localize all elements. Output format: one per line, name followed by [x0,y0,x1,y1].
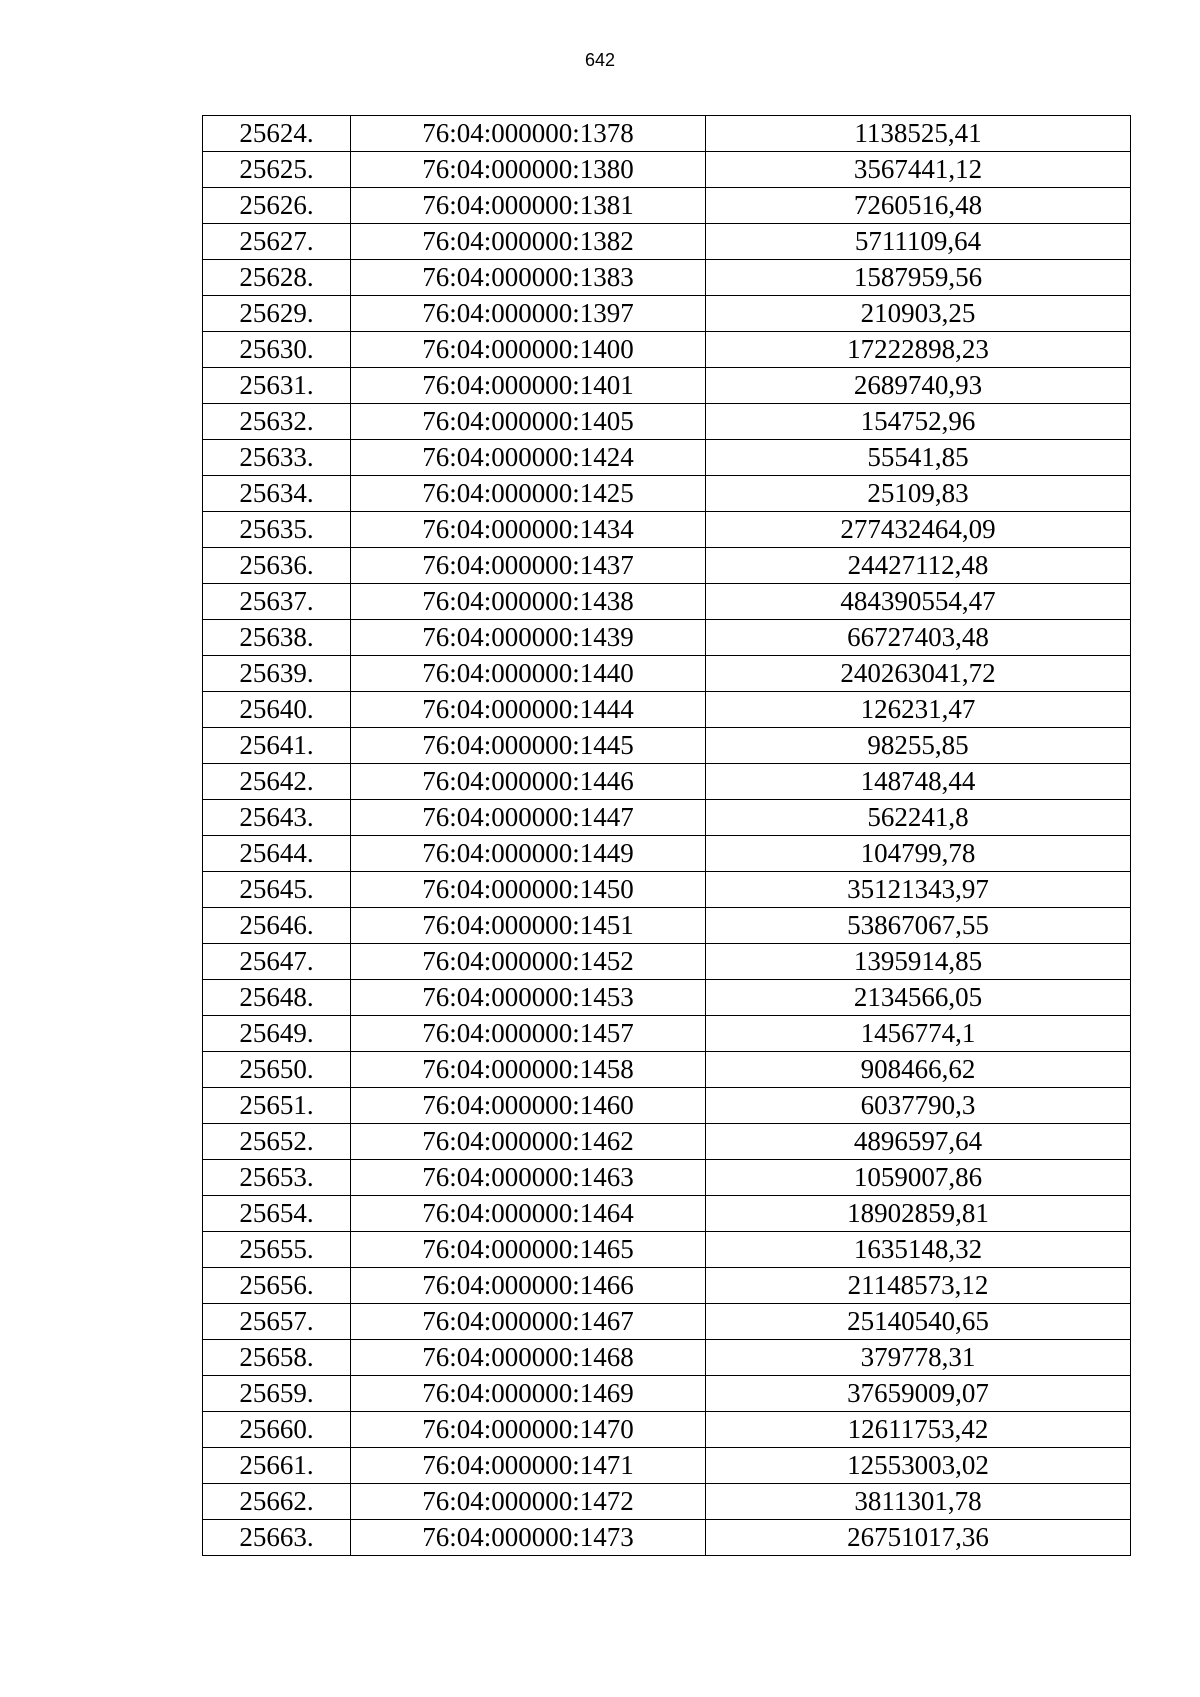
table-row [203,1340,1131,1376]
cadastral-value-cell: 17222898,23 [706,332,1131,368]
table-row [203,584,1131,620]
row-number-cell: 25649. [203,1016,351,1052]
row-number-cell: 25644. [203,836,351,872]
table-row [203,1268,1131,1304]
table-row [203,980,1131,1016]
cadastral-value-cell: 12553003,02 [706,1448,1131,1484]
row-number-cell: 25662. [203,1484,351,1520]
cadastral-number-cell: 76:04:000000:1437 [351,548,706,584]
row-number-cell: 25656. [203,1268,351,1304]
row-number-cell: 25631. [203,368,351,404]
row-number-cell: 25641. [203,728,351,764]
cadastral-number-cell: 76:04:000000:1465 [351,1232,706,1268]
row-number-cell: 25654. [203,1196,351,1232]
cadastral-value-cell: 562241,8 [706,800,1131,836]
row-number-cell: 25655. [203,1232,351,1268]
row-number-cell: 25660. [203,1412,351,1448]
cadastral-value-cell: 6037790,3 [706,1088,1131,1124]
cadastral-number-cell: 76:04:000000:1447 [351,800,706,836]
cadastral-number-cell: 76:04:000000:1438 [351,584,706,620]
row-number-cell: 25625. [203,152,351,188]
cadastral-value-cell: 25109,83 [706,476,1131,512]
cadastral-number-cell: 76:04:000000:1450 [351,872,706,908]
table-body [203,116,1131,1556]
cadastral-value-cell: 53867067,55 [706,908,1131,944]
cadastral-number-cell: 76:04:000000:1382 [351,224,706,260]
cadastral-number-cell: 76:04:000000:1440 [351,656,706,692]
table-row [203,656,1131,692]
cadastral-number-cell: 76:04:000000:1470 [351,1412,706,1448]
cadastral-number-cell: 76:04:000000:1458 [351,1052,706,1088]
cadastral-number-cell: 76:04:000000:1472 [351,1484,706,1520]
row-number-cell: 25648. [203,980,351,1016]
cadastral-number-cell: 76:04:000000:1434 [351,512,706,548]
table-row [203,1412,1131,1448]
table-row [203,404,1131,440]
cadastral-value-cell: 277432464,09 [706,512,1131,548]
row-number-cell: 25658. [203,1340,351,1376]
cadastral-number-cell: 76:04:000000:1457 [351,1016,706,1052]
row-number-cell: 25635. [203,512,351,548]
table-row [203,1304,1131,1340]
row-number-cell: 25650. [203,1052,351,1088]
row-number-cell: 25626. [203,188,351,224]
cadastral-value-cell: 25140540,65 [706,1304,1131,1340]
table-row [203,1124,1131,1160]
cadastral-value-cell: 1456774,1 [706,1016,1131,1052]
cadastral-value-cell: 154752,96 [706,404,1131,440]
cadastral-value-cell: 24427112,48 [706,548,1131,584]
cadastral-value-table [202,115,1131,1556]
table-row [203,1160,1131,1196]
cadastral-number-cell: 76:04:000000:1381 [351,188,706,224]
table-row [203,1484,1131,1520]
cadastral-value-cell: 37659009,07 [706,1376,1131,1412]
row-number-cell: 25646. [203,908,351,944]
row-number-cell: 25657. [203,1304,351,1340]
cadastral-number-cell: 76:04:000000:1405 [351,404,706,440]
cadastral-number-cell: 76:04:000000:1452 [351,944,706,980]
row-number-cell: 25638. [203,620,351,656]
cadastral-number-cell: 76:04:000000:1463 [351,1160,706,1196]
cadastral-value-cell: 1138525,41 [706,116,1131,152]
row-number-cell: 25630. [203,332,351,368]
table-row [203,260,1131,296]
cadastral-number-cell: 76:04:000000:1383 [351,260,706,296]
cadastral-number-cell: 76:04:000000:1378 [351,116,706,152]
row-number-cell: 25636. [203,548,351,584]
cadastral-value-cell: 1395914,85 [706,944,1131,980]
row-number-cell: 25633. [203,440,351,476]
row-number-cell: 25627. [203,224,351,260]
cadastral-number-cell: 76:04:000000:1460 [351,1088,706,1124]
row-number-cell: 25642. [203,764,351,800]
cadastral-value-cell: 3567441,12 [706,152,1131,188]
cadastral-number-cell: 76:04:000000:1462 [351,1124,706,1160]
cadastral-value-cell: 126231,47 [706,692,1131,728]
cadastral-number-cell: 76:04:000000:1451 [351,908,706,944]
cadastral-number-cell: 76:04:000000:1471 [351,1448,706,1484]
cadastral-value-cell: 3811301,78 [706,1484,1131,1520]
page-number: 642 [584,50,616,70]
cadastral-value-cell: 104799,78 [706,836,1131,872]
row-number-cell: 25640. [203,692,351,728]
table-row [203,1016,1131,1052]
row-number-cell: 25624. [203,116,351,152]
table-row [203,224,1131,260]
cadastral-value-cell: 18902859,81 [706,1196,1131,1232]
cadastral-value-cell: 2134566,05 [706,980,1131,1016]
cadastral-value-cell: 1587959,56 [706,260,1131,296]
table-row [203,296,1131,332]
cadastral-value-cell: 66727403,48 [706,620,1131,656]
table-row [203,764,1131,800]
cadastral-number-cell: 76:04:000000:1424 [351,440,706,476]
table-row [203,872,1131,908]
cadastral-number-cell: 76:04:000000:1401 [351,368,706,404]
cadastral-value-cell: 210903,25 [706,296,1131,332]
cadastral-number-cell: 76:04:000000:1397 [351,296,706,332]
cadastral-value-cell: 4896597,64 [706,1124,1131,1160]
cadastral-number-cell: 76:04:000000:1469 [351,1376,706,1412]
cadastral-value-cell: 35121343,97 [706,872,1131,908]
cadastral-value-cell: 1059007,86 [706,1160,1131,1196]
table-row [203,728,1131,764]
cadastral-number-cell: 76:04:000000:1425 [351,476,706,512]
cadastral-number-cell: 76:04:000000:1400 [351,332,706,368]
row-number-cell: 25639. [203,656,351,692]
row-number-cell: 25647. [203,944,351,980]
row-number-cell: 25628. [203,260,351,296]
row-number-cell: 25629. [203,296,351,332]
table-row [203,332,1131,368]
cadastral-value-cell: 12611753,42 [706,1412,1131,1448]
cadastral-value-cell: 21148573,12 [706,1268,1131,1304]
row-number-cell: 25645. [203,872,351,908]
cadastral-number-cell: 76:04:000000:1464 [351,1196,706,1232]
row-number-cell: 25661. [203,1448,351,1484]
table-row [203,440,1131,476]
table-row [203,1376,1131,1412]
table-row [203,620,1131,656]
table-row [203,1232,1131,1268]
table-row [203,548,1131,584]
table-row [203,836,1131,872]
row-number-cell: 25659. [203,1376,351,1412]
cadastral-value-cell: 908466,62 [706,1052,1131,1088]
cadastral-value-cell: 7260516,48 [706,188,1131,224]
cadastral-number-cell: 76:04:000000:1468 [351,1340,706,1376]
cadastral-value-cell: 26751017,36 [706,1520,1131,1556]
cadastral-number-cell: 76:04:000000:1466 [351,1268,706,1304]
table-row [203,908,1131,944]
cadastral-number-cell: 76:04:000000:1446 [351,764,706,800]
table-row [203,1196,1131,1232]
table-row [203,1520,1131,1556]
table-row [203,692,1131,728]
cadastral-number-cell: 76:04:000000:1449 [351,836,706,872]
cadastral-number-cell: 76:04:000000:1445 [351,728,706,764]
row-number-cell: 25634. [203,476,351,512]
row-number-cell: 25643. [203,800,351,836]
cadastral-value-cell: 55541,85 [706,440,1131,476]
table-row [203,476,1131,512]
cadastral-value-cell: 98255,85 [706,728,1131,764]
table-row [203,1448,1131,1484]
table-row [203,512,1131,548]
table-row [203,116,1131,152]
row-number-cell: 25652. [203,1124,351,1160]
row-number-cell: 25637. [203,584,351,620]
row-number-cell: 25632. [203,404,351,440]
cadastral-value-cell: 148748,44 [706,764,1131,800]
cadastral-value-cell: 379778,31 [706,1340,1131,1376]
cadastral-number-cell: 76:04:000000:1467 [351,1304,706,1340]
table-row [203,944,1131,980]
table-row [203,1052,1131,1088]
row-number-cell: 25651. [203,1088,351,1124]
cadastral-number-cell: 76:04:000000:1439 [351,620,706,656]
table-row [203,368,1131,404]
table-row [203,188,1131,224]
cadastral-number-cell: 76:04:000000:1444 [351,692,706,728]
cadastral-number-cell: 76:04:000000:1380 [351,152,706,188]
cadastral-value-cell: 240263041,72 [706,656,1131,692]
table-row [203,152,1131,188]
cadastral-number-cell: 76:04:000000:1453 [351,980,706,1016]
cadastral-number-cell: 76:04:000000:1473 [351,1520,706,1556]
cadastral-value-cell: 2689740,93 [706,368,1131,404]
row-number-cell: 25653. [203,1160,351,1196]
cadastral-value-cell: 1635148,32 [706,1232,1131,1268]
row-number-cell: 25663. [203,1520,351,1556]
table-row [203,800,1131,836]
cadastral-value-cell: 5711109,64 [706,224,1131,260]
table-row [203,1088,1131,1124]
cadastral-value-cell: 484390554,47 [706,584,1131,620]
